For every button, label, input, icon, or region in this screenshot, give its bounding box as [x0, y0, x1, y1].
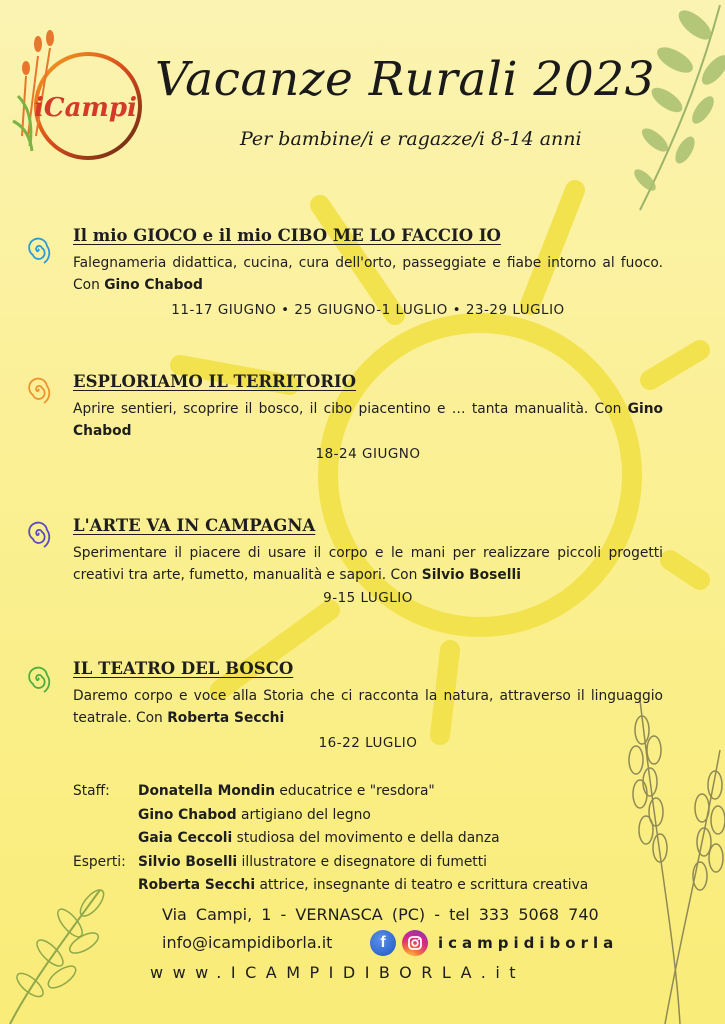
- section-title: ESPLORIAMO IL TERRITORIO: [73, 372, 357, 391]
- contact-email[interactable]: info@icampidiborla.it: [162, 933, 333, 952]
- section-dates: 18-24 GIUGNO: [315, 446, 421, 462]
- spiral-icon: [22, 663, 54, 695]
- staff-role: educatrice e "resdora": [275, 783, 435, 799]
- section-description: Aprire sentieri, scoprire il bosco, il cibo piacentino e … tanta manualità. Con Gino Chabod: [73, 401, 663, 439]
- section-description: Falegnameria didattica, cucina, cura dell'orto, passeggiate e fiabe intorno al fuoco. Con Gino Chabod: [73, 255, 663, 293]
- expert-name: Silvio Boselli: [138, 853, 238, 870]
- section-person: Gino Chabod: [104, 277, 203, 293]
- icampi-logo: [8, 26, 153, 161]
- spiral-icon: [22, 518, 54, 550]
- section-dates: 9-15 LUGLIO: [323, 590, 413, 606]
- plant-decoration: [0, 885, 115, 1024]
- contact-address: Via Campi, 1 - VERNASCA (PC) - tel 333 5068 740: [162, 905, 599, 924]
- social-links: [370, 930, 618, 956]
- staff-name: Gaia Ceccoli: [138, 830, 233, 846]
- section-teatro: [20, 659, 663, 759]
- spiral-icon: [22, 234, 54, 266]
- instagram-icon[interactable]: [402, 930, 428, 956]
- section-territorio: [20, 372, 663, 472]
- section-title: Il mio GIOCO e il mio CIBO ME LO FACCIO IO: [73, 226, 501, 245]
- spiral-icon: [22, 374, 54, 406]
- social-handle[interactable]: icampidiborla: [438, 934, 619, 952]
- leaves-decoration: [615, 0, 725, 215]
- section-dates: 11-17 GIUGNO • 25 GIUGNO-1 LUGLIO • 23-29 LUGLIO: [171, 302, 565, 318]
- section-person: Gino Chabod: [73, 401, 663, 439]
- expert-role: attrice, insegnante di teatro e scrittura creativa: [255, 877, 589, 893]
- section-description: Sperimentare il piacere di usare il corpo e le mani per realizzare piccoli progetti creativi tra arte, fumetto, manualità e sapori. Con Silvio Boselli: [73, 545, 663, 583]
- expert-role: illustratore e disegnatore di fumetti: [237, 853, 487, 870]
- staff-name: Gino Chabod: [138, 806, 237, 823]
- section-person: Roberta Secchi: [167, 710, 285, 726]
- page-title: Vacanze Rurali 2023: [155, 52, 656, 107]
- svg-text:iCampi: iCampi: [34, 93, 137, 123]
- section-person: Silvio Boselli: [421, 567, 521, 583]
- website-link[interactable]: www.ICAMPIDIBORLA.it: [150, 963, 526, 982]
- section-arte: [20, 516, 663, 616]
- page-subtitle: Per bambine/i e ragazze/i 8-14 anni: [240, 128, 582, 150]
- expert-name: Roberta Secchi: [138, 877, 256, 893]
- staff-name: Donatella Mondin: [138, 783, 276, 799]
- staff-role: artigiano del legno: [236, 806, 371, 823]
- section-dates: 16-22 LUGLIO: [318, 735, 418, 751]
- section-description: Daremo corpo e voce alla Storia che ci racconta la natura, attraverso il linguaggio teatrale. Con Roberta Secchi: [73, 688, 663, 726]
- section-gioco-cibo: [20, 226, 663, 326]
- section-title: L'ARTE VA IN CAMPAGNA: [73, 516, 316, 535]
- section-title: IL TEATRO DEL BOSCO: [73, 659, 294, 678]
- facebook-icon[interactable]: f: [370, 930, 396, 956]
- experts-label: Esperti:: [73, 853, 126, 870]
- staff-label: Staff:: [73, 783, 110, 799]
- staff-role: studiosa del movimento e della danza: [232, 830, 500, 846]
